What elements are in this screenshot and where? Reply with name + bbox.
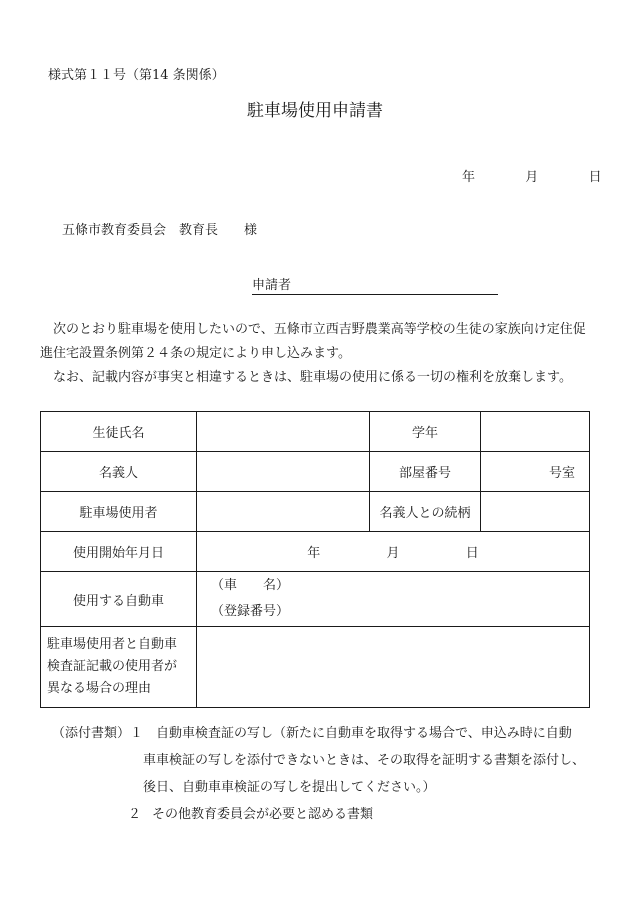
- form-number: 様式第１１号（第14 条関係）: [48, 68, 225, 83]
- table-row: [41, 412, 590, 452]
- parking-user-label: 駐車場使用者: [41, 492, 197, 532]
- attachment-item1-line1: 自動車検査証の写し（新たに自動車を取得する場合で、申込み時に自動: [156, 726, 572, 741]
- room-number-label: 部屋番号: [370, 452, 481, 492]
- reason-field[interactable]: [197, 627, 590, 708]
- attachment-item2-text: その他教育委員会が必要と認める書類: [152, 807, 374, 822]
- reason-label-line3: 異なる場合の理由: [47, 681, 152, 696]
- table-row: [41, 572, 590, 627]
- grade-label: 学年: [370, 412, 481, 452]
- date-day-label: 日: [588, 170, 602, 185]
- vehicle-field[interactable]: [197, 572, 590, 627]
- application-form-table: [40, 411, 590, 708]
- parking-user-field[interactable]: [197, 492, 370, 532]
- start-year-label: 年: [307, 546, 321, 561]
- registration-label: （登録番号）: [211, 604, 290, 619]
- holder-label: 名義人: [41, 452, 197, 492]
- applicant-signature-line[interactable]: [252, 274, 498, 295]
- waiver-statement: なお、記載内容が事実と相違するときは、駐車場の使用に係る一切の権利を放棄します。: [53, 370, 572, 385]
- reason-label: [41, 627, 197, 708]
- car-name-label: （車 名）: [211, 578, 290, 593]
- table-row: [41, 452, 590, 492]
- table-row: [41, 627, 590, 708]
- application-date: [462, 166, 602, 185]
- start-date-label: 使用開始年月日: [41, 532, 197, 572]
- vehicle-label: 使用する自動車: [41, 572, 197, 627]
- start-date-field[interactable]: [197, 532, 590, 572]
- addressee: 五條市教育委員会 教育長 様: [62, 223, 258, 238]
- grade-field[interactable]: [481, 412, 590, 452]
- attachment-item1-line2: 車車検証の写しを添付できないときは、その取得を証明する書類を添付し、: [143, 753, 586, 768]
- application-statement: 次のとおり駐車場を使用したいので、五條市立西吉野農業高等学校の生徒の家族向け定住促進住宅設置条例第２４条の規定により申し込みます。: [40, 322, 586, 361]
- start-date-inner: [307, 546, 479, 561]
- relation-label: 名義人との続柄: [370, 492, 481, 532]
- date-year-label: 年: [462, 170, 476, 185]
- student-name-label: 生徒氏名: [41, 412, 197, 452]
- reason-label-line1: 駐車場使用者と自動車: [47, 637, 178, 652]
- room-suffix: 号室: [548, 466, 575, 481]
- relation-field[interactable]: [481, 492, 590, 532]
- attachment-item1-line3: 後日、自動車車検証の写しを提出してください。）: [143, 780, 436, 795]
- student-name-field[interactable]: [197, 412, 370, 452]
- attachments-label: （添付書類）: [52, 726, 131, 741]
- table-row: [41, 532, 590, 572]
- holder-field[interactable]: [197, 452, 370, 492]
- date-month-label: 月: [525, 170, 539, 185]
- document-title: 駐車場使用申請書: [247, 101, 383, 121]
- start-day-label: 日: [465, 546, 479, 561]
- attachment-item2-number: ２: [128, 807, 142, 822]
- room-number-field[interactable]: [481, 452, 590, 492]
- attachment-item1-number: １: [130, 726, 144, 741]
- table-row: [41, 492, 590, 532]
- start-month-label: 月: [386, 546, 400, 561]
- applicant-label: 申請者: [252, 278, 292, 293]
- reason-label-line2: 検査証記載の使用者が: [47, 659, 178, 674]
